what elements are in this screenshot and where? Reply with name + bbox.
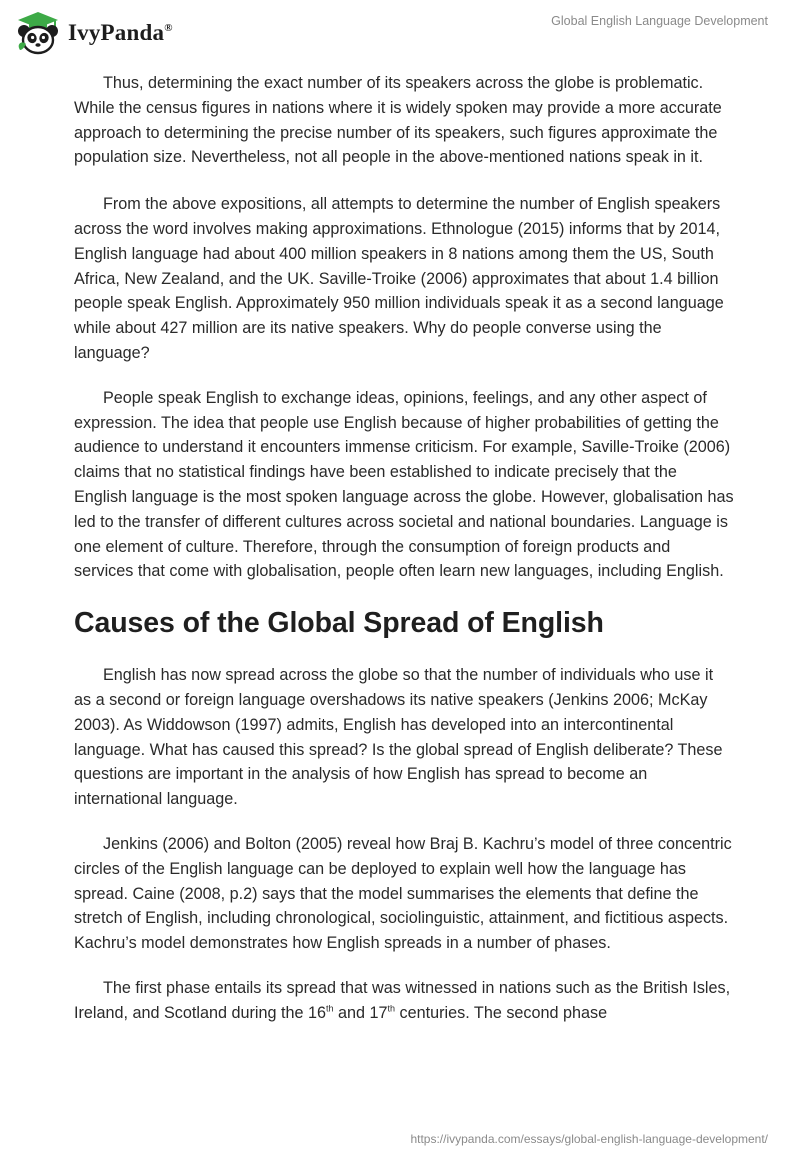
panda-graduate-icon bbox=[14, 10, 62, 56]
paragraph-3: People speak English to exchange ideas, opinions, feelings, and any other aspect of expression. The idea that people use English because of higher probabilities of getting the audience to understand it encounters immense criticism. For example, Saville-Troike (2006) claims that no statistical findings have been established to indicate precisely that the English language is the most spoken language across the globe. However, globalisation has led to the transfer of different cultures across societal and national boundaries. Language is one element of culture. Therefore, through the consumption of foreign products and services that come with globalisation, people often learn new languages, including English. bbox=[74, 388, 734, 581]
paragraph-4: English has now spread across the globe so that the number of individuals who use it as a second or foreign language overshadows its native speakers (Jenkins 2006; McKay 2003). As Widdowson (1997) admits, English has developed into an intercontinental language. What has caused this spread? Is the global spread of English deliberate? These questions are important in the analysis of how English has spread to become an international language. bbox=[74, 666, 723, 809]
source-url-link[interactable]: https://ivypanda.com/essays/global-english-language-development/ bbox=[410, 1132, 768, 1146]
paragraph-2: From the above expositions, all attempts to determine the number of English speakers across the word involves making approximations. Ethnologue (2015) informs that by 2014, English language had about 400 million speakers in 8 nations among them the US, South Africa, New Zealand, and the UK. Saville-Troike (2006) approximates that about 1.4 billion people speak English. Approximately 950 million individuals speak it as a second language while about 427 million are its native speakers. Why do people converse using the language? bbox=[74, 195, 724, 362]
essay-body bbox=[74, 71, 734, 1046]
paragraph-5: Jenkins (2006) and Bolton (2005) reveal how Braj B. Kachru’s model of three concentric circles of the English language can be deployed to explain well how the language has spread. Caine (2008, p.2) says that the model summarises the elements that define the stretch of English, including chronological, sociolinguistic, attainment, and fictitious aspects. Kachru’s model demonstrates how English spreads in a number of phases. bbox=[74, 834, 732, 953]
paragraph-6: The first phase entails its spread that was witnessed in nations such as the British Isles, Ireland, and Scotland during the 16th and 17th centuries. The second phase bbox=[74, 978, 731, 1022]
section-heading: Causes of the Global Spread of English bbox=[74, 607, 604, 640]
ivypanda-logo[interactable] bbox=[14, 10, 173, 56]
page-header bbox=[0, 0, 800, 64]
document-title: Global English Language Development bbox=[551, 14, 768, 28]
brand-name: IvyPanda® bbox=[68, 20, 173, 45]
paragraph-1: Thus, determining the exact number of its speakers across the globe is problematic. While the census figures in nations where it is widely spoken may provide a more accurate approach to determining the precise number of its speakers, such figures approximate the population size. Nevertheless, not all people in the above-mentioned nations speak in it. bbox=[74, 74, 722, 167]
